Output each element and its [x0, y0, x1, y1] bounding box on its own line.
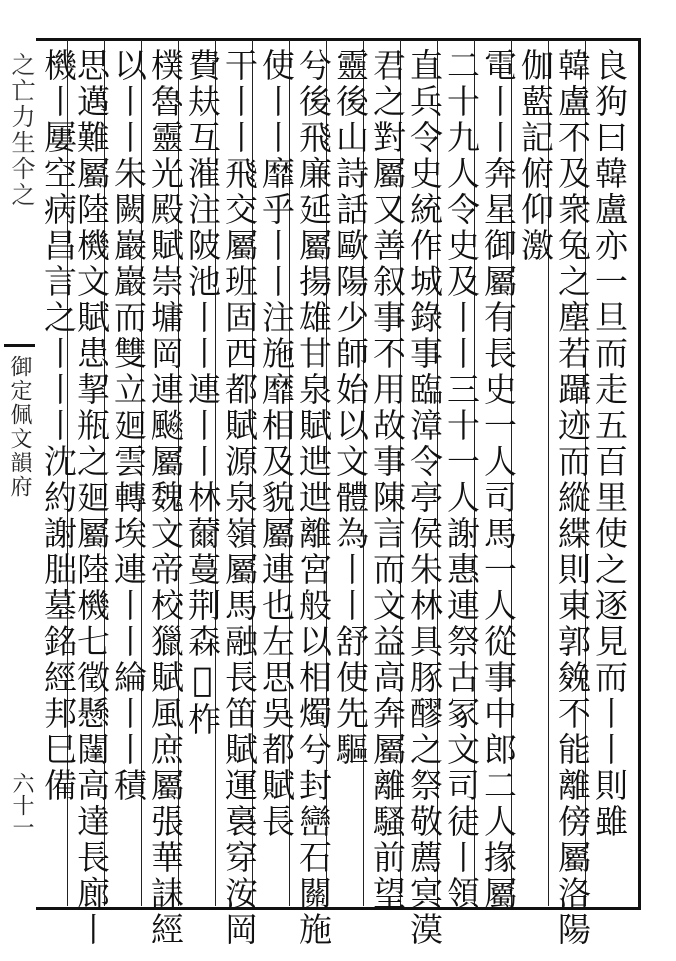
- text-column-11: 干丨丨飛交屬班固西都賦源泉嶺屬馬融長笛賦運裛穿洝岡: [220, 48, 259, 948]
- text-column-12: 費㚘互漼注陂池丨丨連丨丨林薾蔓荆森𤜕柞: [183, 48, 222, 738]
- text-column-15: 思邁難屬陸機文賦患挈瓶之廻屬陸機七徵懸闥高達長廊丨: [72, 48, 111, 948]
- text-column-10: 使丨丨靡乎丨丨注施靡相及貌屬連也左思吳都賦長: [257, 48, 296, 840]
- text-column-1: 良狗曰韓盧亦一旦而走五百里使之逐見而丨丨則雖: [590, 48, 629, 840]
- text-column-8: 靈後山詩話歐陽少師始以文體為丨丨舒使先驅: [331, 48, 370, 768]
- text-column-13: 樸魯靈光殿賦崇墉岡連飈屬魏文帝校獵賦風庶屬張華誄經: [146, 48, 185, 948]
- margin-top-mark: 之亡力生仐之: [7, 52, 35, 208]
- text-column-3: 伽藍記俯仰激: [516, 48, 555, 264]
- text-column-9: 兮後飛廉延屬揚雄甘泉賦迣迣離宮般以相燭兮封巒石關施: [294, 48, 333, 948]
- text-column-14: 以丨丨朱闕巖巖而雙立廻雲轉埃連丨丨綸丨丨積: [109, 48, 148, 804]
- text-column-2: 韓盧不及衆兔之塵若躡迹而縱緤則東郭㕙不能離傍屬洛陽: [553, 48, 592, 948]
- text-column-5: 二十九人令史及丨丨三十一人謝惠連祭古冢文司徒丨領: [442, 48, 481, 912]
- text-column-4: 電丨丨奔星御屬有長史一人司馬一人從事中郎二人掾屬: [479, 48, 518, 912]
- page-margin: [4, 52, 34, 902]
- text-column-6: 直兵令史統作城錄事臨漳令亭侯朱林具豚醪之祭敬薦㝠漠: [405, 48, 444, 948]
- text-column-7: 君之對屬又善叙事不用故事陳言而文益高奔屬離騷前望: [368, 48, 407, 912]
- page-number: 六十一: [9, 772, 34, 838]
- book-title: 御定佩文韻府: [4, 344, 35, 499]
- text-column-16: 機丨屢空病昌言之丨丨丨沈約謝朏墓銘經邦巳備: [39, 48, 78, 804]
